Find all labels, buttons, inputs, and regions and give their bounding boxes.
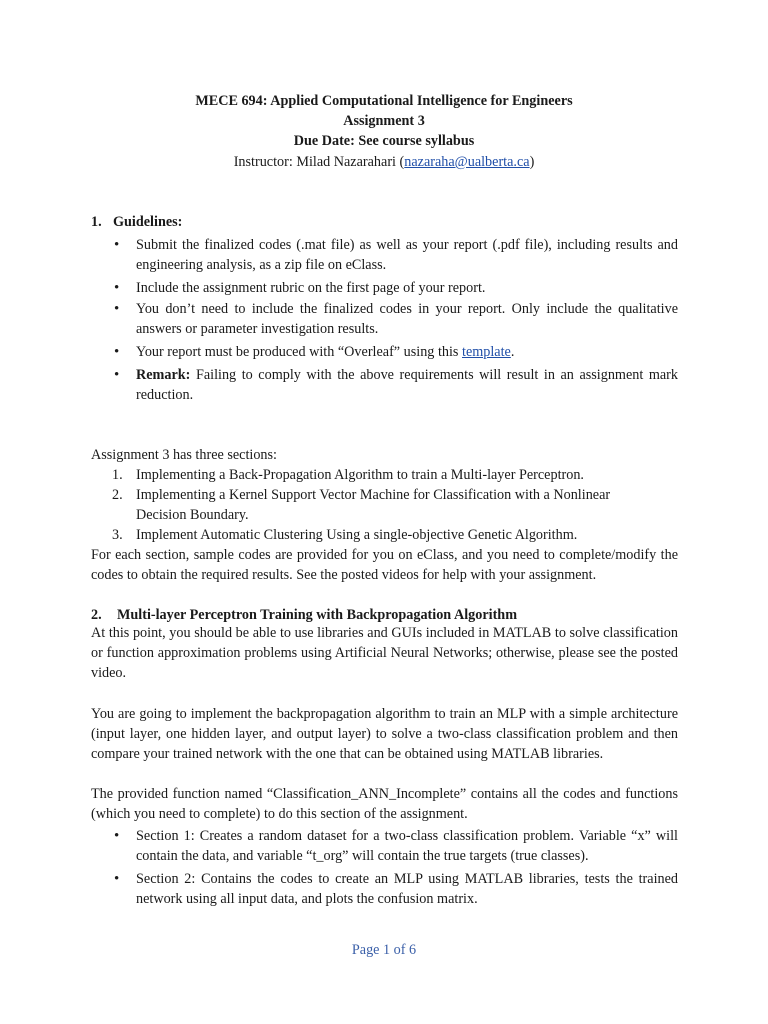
due-date: Due Date: See course syllabus [293, 133, 475, 149]
section2-paragraph-3: The provided function named “Classification_ANN_Incomplete” contains all the codes and functions (which you need to complete) to do this section of the assignment. [91, 786, 678, 822]
instructor-prefix: Instructor: Milad Nazarahari ( [233, 154, 405, 170]
intro-item-3-number: 3. [112, 527, 123, 543]
intro-item-1-number: 1. [112, 467, 123, 483]
instructor-line [0, 152, 768, 172]
assignment-title: Assignment 3 [343, 113, 425, 129]
section2-paragraph-1: At this point, you should be able to use libraries and GUIs included in MATLAB to solve classification or function approximation problems using Artificial Neural Networks; otherwise, please see the posted video. [91, 625, 678, 681]
guideline-bullet-2: • Include the assignment rubric on the first page of your report. [136, 278, 678, 298]
section2-number: 2. [91, 607, 102, 623]
intro-item-1 [112, 465, 678, 485]
guideline-bullet-5 [136, 365, 678, 405]
section2-paragraph-2: You are going to implement the backpropagation algorithm to train an MLP with a simple architecture (input layer, one hidden layer, and output layer) to solve a two-class classification problem and then compare your trained network with the one that can be obtained using MATLAB libraries. [91, 706, 678, 762]
guideline-bullet-1: • Submit the finalized codes (.mat file) as well as your report (.pdf file), including results and engineering analysis, as a zip file on eClass. [136, 235, 678, 275]
intro-item-3 [112, 525, 678, 545]
page-number: Page 1 of 6 [351, 942, 417, 958]
bullet4-suffix: . [510, 344, 515, 360]
section1-title: Guidelines: [113, 214, 183, 230]
intro-item-2-number: 2. [112, 487, 123, 503]
template-link[interactable]: template [462, 344, 511, 360]
guideline-bullet-3: • You don’t need to include the finalized codes in your report. Only include the qualitative answers or parameter investigation results. [136, 299, 678, 339]
section2-bullet-2: • Section 2: Contains the codes to create an MLP using MATLAB libraries, tests the trained network using all input data, and plots the confusion matrix. [136, 869, 678, 909]
intro-item-2 [112, 485, 626, 525]
intro-lead: Assignment 3 has three sections: [91, 447, 277, 463]
instructor-suffix: ) [529, 154, 535, 170]
intro-item-2-text: Implementing a Kernel Support Vector Machine for Classification with a Nonlinear Decision Boundary. [136, 487, 611, 523]
section1-heading [91, 212, 678, 232]
instructor-email-link[interactable]: nazaraha@ualberta.ca [404, 154, 530, 170]
section2-heading [91, 605, 678, 625]
section2-title: Multi-layer Perceptron Training with Backpropagation Algorithm [117, 607, 518, 623]
remark-text: Failing to comply with the above requirements will result in an assignment mark reduction. [136, 367, 678, 403]
intro-item-1-text: Implementing a Back-Propagation Algorithm to train a Multi-layer Perceptron. [136, 467, 584, 483]
course-title: MECE 694: Applied Computational Intelligence for Engineers [195, 93, 573, 109]
section2-bullet-1: • Section 1: Creates a random dataset for a two-class classification problem. Variable “x” will contain the data, and variable “t_org” will contain the true targets (true classes). [136, 826, 678, 866]
bullet4-prefix: Your report must be produced with “Overleaf” using this [136, 344, 462, 360]
guideline-bullet-4 [136, 342, 678, 362]
remark-label: Remark: [136, 367, 191, 383]
section1-number: 1. [91, 214, 102, 230]
intro-after: For each section, sample codes are provided for you on eClass, and you need to complete/modify the codes to obtain the required results. See the posted videos for help with your assignment. [91, 547, 678, 583]
intro-item-3-text: Implement Automatic Clustering Using a single-objective Genetic Algorithm. [136, 527, 578, 543]
